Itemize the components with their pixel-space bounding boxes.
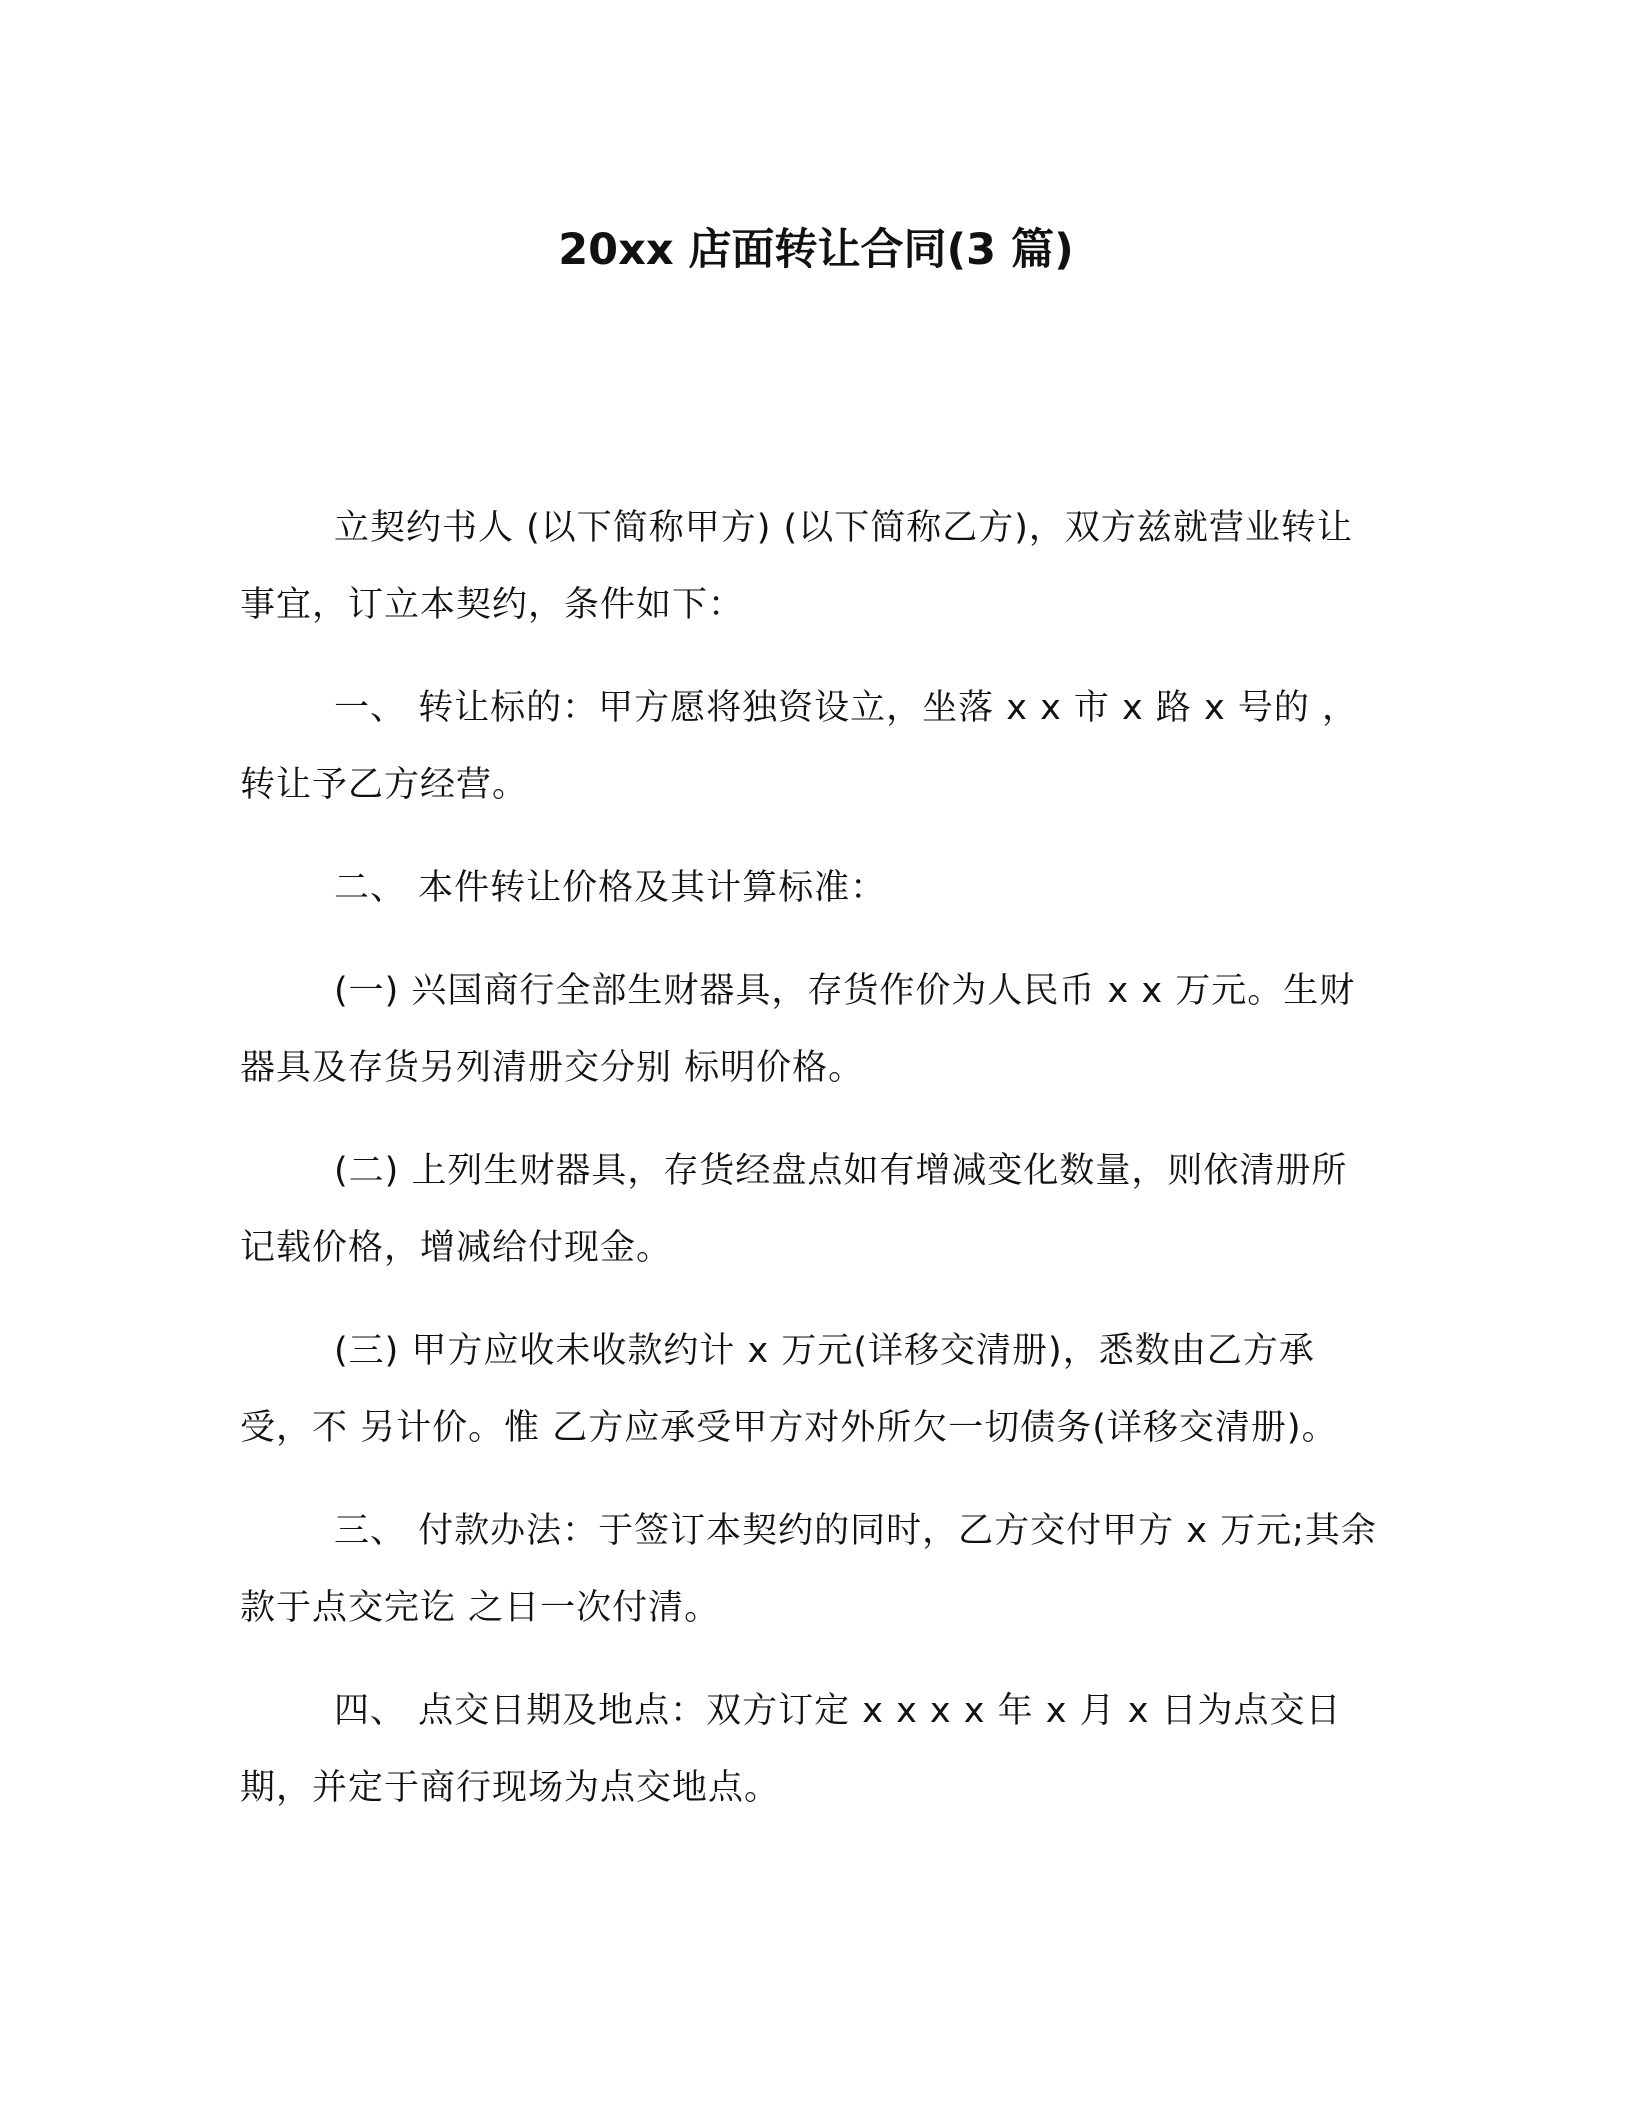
paragraph-clause-2: 二、 本件转让价格及其计算标准： [334,868,887,908]
document-title: 20xx 店面转让合同(3 篇) [558,225,1074,275]
paragraph-clause-3: 三、 付款办法：于签订本契约的同时，乙方交付甲方 x 万元;其余款于点交完讫 之日一次付清。 [240,1511,1377,1628]
paragraph-clause-2-item-3: (三) 甲方应收未收款约计 x 万元(详移交清册)，悉数由乙方承受，不 另计价。惟 乙方应承受甲方对外所欠一切债务(详移交清册)。 [240,1331,1338,1448]
paragraph-clause-2-item-2: (二) 上列生财器具，存货经盘点如有增减变化数量，则依清册所记载价格，增减给付现金。 [240,1151,1348,1268]
paragraph-preamble: 立契约书人 (以下简称甲方) (以下简称乙方)，双方兹就营业转让事宜，订立本契约，条件如下： [240,508,1353,625]
document-body [240,490,1380,1853]
paragraph-clause-1: 一、 转让标的：甲方愿将独资设立，坐落 x x 市 x 路 x 号的 ，转让予乙方经营。 [240,688,1358,805]
paragraph-clause-4: 四、 点交日期及地点：双方订定 x x x x 年 x 月 x 日为点交日期，并定于商行现场为点交地点。 [240,1691,1342,1808]
paragraph-clause-2-item-1: (一) 兴国商行全部生财器具，存货作价为人民币 x x 万元。生财器具及存货另列清册交分别 标明价格。 [240,971,1356,1088]
